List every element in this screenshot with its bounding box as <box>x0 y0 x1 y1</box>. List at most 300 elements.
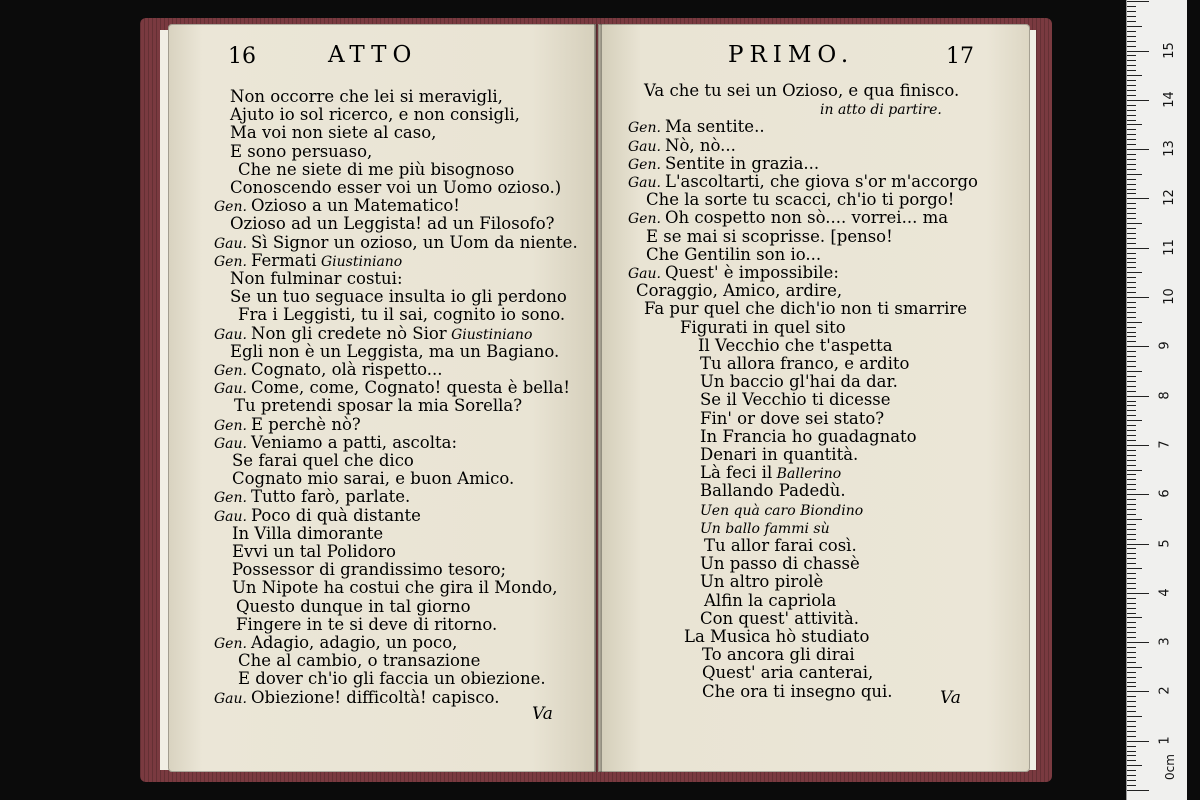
ruler-number: 12 <box>1161 189 1177 207</box>
ruler-tick <box>1127 120 1136 121</box>
verse-text: Ma voi non siete al caso, <box>230 123 437 143</box>
ruler-tick <box>1127 583 1136 584</box>
left-text-line <box>214 379 570 398</box>
ruler-tick <box>1127 164 1136 165</box>
verse-text: La Musica hò studiato <box>684 627 870 646</box>
ruler-tick <box>1127 233 1136 234</box>
right-text-line <box>700 373 898 391</box>
left-text-line <box>232 470 514 488</box>
verse-text: Se un tuo seguace insulta io gli perdono <box>230 287 567 307</box>
verse-text: Alfin la capriola <box>704 590 837 610</box>
ruler-tick <box>1127 396 1149 397</box>
verse-text: Tu pretendi sposar la mia Sorella? <box>234 396 523 416</box>
speaker-label: Gen. <box>214 199 247 216</box>
ruler-tick <box>1127 46 1136 47</box>
right-text-line <box>646 191 954 209</box>
right-text-line <box>628 118 765 137</box>
right-text-line <box>628 173 978 192</box>
italic-name: Ballerino <box>772 466 842 483</box>
ruler-tick <box>1127 65 1136 66</box>
ruler-tick <box>1127 770 1136 771</box>
ruler-tick <box>1127 657 1136 658</box>
left-text-line <box>214 689 499 708</box>
ruler-tick <box>1127 765 1142 766</box>
measurement-ruler <box>1126 0 1187 800</box>
ruler-tick <box>1127 760 1136 761</box>
ruler-tick <box>1127 16 1136 17</box>
ruler-tick <box>1127 450 1136 451</box>
right-text-line <box>700 519 830 538</box>
right-text-line <box>644 82 959 100</box>
ruler-tick <box>1127 174 1142 175</box>
ruler-tick <box>1127 751 1136 752</box>
ruler-tick <box>1127 198 1149 199</box>
verse-text: Sentite in grazia... <box>664 153 820 173</box>
ruler-tick <box>1127 746 1136 747</box>
verse-text: To ancora gli dirai <box>702 645 855 665</box>
ruler-tick <box>1127 361 1136 362</box>
ruler-number: 8 <box>1157 390 1173 400</box>
ruler-number: 10 <box>1161 288 1177 305</box>
verse-text: Conoscendo esser voi un Uomo ozioso.) <box>230 178 562 197</box>
ruler-tick <box>1127 785 1136 786</box>
verse-text: Tutto farò, parlate. <box>250 487 411 507</box>
ruler-tick <box>1127 755 1136 756</box>
verse-text: Non occorre che lei si meravigli, <box>230 87 503 106</box>
ruler-tick <box>1127 647 1136 648</box>
right-text-line <box>628 137 736 156</box>
verse-text: Che al cambio, o transazione <box>238 651 481 671</box>
right-text-line <box>644 300 967 318</box>
ruler-tick <box>1127 386 1136 387</box>
left-page-number: 16 <box>228 44 256 69</box>
ruler-tick <box>1127 371 1142 372</box>
ruler-tick <box>1127 346 1149 347</box>
ruler-tick <box>1127 519 1142 520</box>
speaker-label: Gau. <box>628 175 661 191</box>
ruler-tick <box>1127 494 1149 495</box>
ruler-tick <box>1127 593 1149 594</box>
speaker-label: Gen. <box>214 417 247 434</box>
verse-text: Evvi un tal Polidoro <box>232 542 396 561</box>
ruler-number: 5 <box>1157 538 1173 548</box>
ruler-tick <box>1127 445 1149 446</box>
verse-text: Se il Vecchio ti dicesse <box>700 390 891 410</box>
speaker-label: Gau. <box>214 381 247 398</box>
left-text-line <box>230 88 503 106</box>
verse-text: Fin' or dove sei stato? <box>700 408 885 428</box>
ruler-tick <box>1127 539 1136 540</box>
ruler-tick <box>1127 405 1136 406</box>
right-text-line <box>700 573 823 591</box>
verse-text: Fra i Leggisti, tu il sai, cognito io sono. <box>238 305 566 325</box>
ruler-tick <box>1127 479 1136 480</box>
ruler-tick <box>1127 21 1136 22</box>
verse-text: Ozioso ad un Leggista! ad un Filosofo? <box>230 214 555 234</box>
ruler-tick <box>1127 465 1136 466</box>
ruler-tick <box>1127 529 1136 530</box>
ruler-tick <box>1127 573 1136 574</box>
right-text-line <box>700 501 863 520</box>
ruler-tick <box>1127 780 1136 781</box>
ruler-tick <box>1127 262 1136 263</box>
verse-text: Con quest' attività. <box>700 608 859 628</box>
verse-text: Sì Signor un ozioso, un Uom da niente. <box>251 232 578 252</box>
ruler-tick <box>1127 741 1149 742</box>
ruler-tick <box>1127 327 1136 328</box>
verse-text: E se mai si scoprisse. [penso! <box>646 226 893 246</box>
verse-text: Un baccio gl'hai da dar. <box>700 372 898 392</box>
ruler-tick <box>1127 667 1142 668</box>
ruler-tick <box>1127 568 1142 569</box>
speaker-label: Gen. <box>214 490 247 507</box>
ruler-number: 1 <box>1157 736 1173 745</box>
ruler-tick <box>1127 85 1136 86</box>
ruler-tick <box>1127 401 1136 402</box>
ruler-number: 7 <box>1157 440 1173 449</box>
verse-text: Va che tu sei un Ozioso, e qua finisco. <box>644 81 960 100</box>
ruler-tick <box>1127 726 1136 727</box>
ruler-number: 14 <box>1161 91 1177 108</box>
verse-text: E perchè nò? <box>250 414 361 434</box>
verse-text: Che Gentilin son io... <box>646 244 822 264</box>
verse-text: Che ora ti insegno qui. <box>702 681 893 701</box>
ruler-tick <box>1127 356 1136 357</box>
ruler-tick <box>1127 26 1142 27</box>
ruler-tick <box>1127 534 1136 535</box>
ruler-tick <box>1127 272 1142 273</box>
ruler-tick <box>1127 124 1142 125</box>
verse-text: Fermati <box>250 250 317 270</box>
left-text-line <box>230 215 555 233</box>
ruler-tick <box>1127 149 1149 150</box>
ruler-tick <box>1127 731 1136 732</box>
ruler-tick <box>1127 711 1136 712</box>
ruler-tick <box>1127 677 1136 678</box>
ruler-tick <box>1127 716 1142 717</box>
ruler-tick <box>1127 159 1136 160</box>
ruler-tick <box>1127 277 1136 278</box>
right-text-line <box>636 282 842 300</box>
verse-text: Adagio, adagio, un poco, <box>250 633 458 652</box>
ruler-tick <box>1127 213 1136 214</box>
verse-text: Ozioso a un Matematico! <box>250 196 460 216</box>
ruler-tick <box>1127 129 1136 130</box>
ruler-tick <box>1127 238 1136 239</box>
italic-name: Giustiniano <box>316 253 403 270</box>
right-running-head: PRIMO. <box>728 42 855 68</box>
right-text-line <box>700 410 884 428</box>
right-text-line <box>704 592 836 610</box>
ruler-tick <box>1127 193 1136 194</box>
verse-text: Come, come, Cognato! questa è bella! <box>251 378 571 398</box>
stage-direction: Un ballo fammi sù <box>700 520 830 537</box>
ruler-tick <box>1127 736 1136 737</box>
ruler-tick <box>1127 504 1136 505</box>
right-text-line <box>700 482 846 500</box>
ruler-tick <box>1127 627 1136 628</box>
left-text-line <box>214 416 361 435</box>
left-text-line <box>214 234 578 253</box>
ruler-tick <box>1127 258 1136 259</box>
ruler-tick <box>1127 790 1149 791</box>
speaker-label: Gau. <box>628 266 661 282</box>
left-text-line <box>232 543 396 561</box>
ruler-tick <box>1127 253 1136 254</box>
verse-text: Ajuto io sol ricerco, e non consigli, <box>230 105 520 125</box>
ruler-tick <box>1127 613 1136 614</box>
left-catchword: Va <box>532 704 553 724</box>
ruler-tick <box>1127 332 1136 333</box>
verse-text: In Villa dimorante <box>232 523 384 543</box>
ruler-tick <box>1127 267 1136 268</box>
right-text-line <box>646 228 893 246</box>
ruler-tick <box>1127 41 1136 42</box>
right-text-line <box>702 646 855 664</box>
right-text-line <box>698 337 893 355</box>
left-text-line <box>214 634 457 653</box>
verse-text: Che la sorte tu scacci, ch'io ti porgo! <box>646 190 955 210</box>
ruler-tick <box>1127 376 1136 377</box>
ruler-tick <box>1127 60 1136 61</box>
ruler-tick <box>1127 435 1136 436</box>
ruler-tick <box>1127 691 1149 692</box>
left-text-line <box>236 598 471 616</box>
right-text-line <box>702 664 873 682</box>
ruler-tick <box>1127 203 1136 204</box>
ruler-tick <box>1127 553 1136 554</box>
speaker-label: Gau. <box>214 690 247 707</box>
ruler-tick <box>1127 544 1149 545</box>
ruler-tick <box>1127 455 1136 456</box>
ruler-tick <box>1127 312 1136 313</box>
ruler-tick <box>1127 115 1136 116</box>
ruler-tick <box>1127 51 1149 52</box>
ruler-tick <box>1127 381 1136 382</box>
verse-text: Nò, nò... <box>665 135 736 155</box>
ruler-tick <box>1127 578 1136 579</box>
ruler-tick <box>1127 95 1136 96</box>
left-text-line <box>232 525 383 543</box>
left-text-line <box>230 106 520 124</box>
ruler-tick <box>1127 169 1136 170</box>
ruler-tick <box>1127 243 1136 244</box>
right-text-line <box>702 683 893 701</box>
ruler-tick <box>1127 415 1136 416</box>
ruler-tick <box>1127 292 1136 293</box>
ruler-tick <box>1127 701 1136 702</box>
ruler-tick <box>1127 617 1142 618</box>
ruler-tick <box>1127 75 1142 76</box>
stage-direction: Uen quà caro Biondino <box>700 502 864 519</box>
verse-text: Tu allora franco, e ardito <box>700 354 910 373</box>
left-text-line <box>214 507 421 526</box>
speaker-label: Gen. <box>628 211 661 228</box>
right-text-line <box>700 391 891 409</box>
speaker-label: Gau. <box>214 326 247 343</box>
ruler-tick <box>1127 410 1136 411</box>
left-text-line <box>230 270 403 288</box>
ruler-number: 15 <box>1161 41 1177 59</box>
ruler-tick <box>1127 484 1136 485</box>
verse-text: Questo dunque in tal giorno <box>236 596 471 616</box>
verse-text: Là feci il <box>700 463 773 483</box>
verse-text: L'ascoltarti, che giova s'or m'accorgo <box>665 172 978 191</box>
ruler-tick <box>1127 420 1142 421</box>
ruler-tick <box>1127 218 1136 219</box>
ruler-tick <box>1127 721 1136 722</box>
left-text-line <box>214 252 402 271</box>
left-text-line <box>230 288 567 306</box>
speaker-label: Gen. <box>214 253 247 270</box>
ruler-number: 3 <box>1157 637 1173 646</box>
verse-text: E dover ch'io gli faccia un obiezione. <box>238 669 546 689</box>
ruler-tick <box>1127 696 1136 697</box>
right-text-line <box>684 628 869 646</box>
ruler-tick <box>1127 662 1136 663</box>
right-text-line <box>628 264 839 283</box>
left-text-line <box>214 197 460 216</box>
ruler-tick <box>1127 430 1136 431</box>
ruler-tick <box>1127 440 1136 441</box>
ruler-tick <box>1127 608 1136 609</box>
ruler-tick <box>1127 105 1136 106</box>
verse-text: Tu allor farai così. <box>704 536 857 555</box>
ruler-tick <box>1127 460 1136 461</box>
ruler-tick <box>1127 110 1136 111</box>
right-text-line <box>700 610 859 628</box>
left-text-line <box>214 361 442 380</box>
ruler-tick <box>1127 603 1136 604</box>
right-text-line <box>646 246 821 264</box>
ruler-tick <box>1127 154 1136 155</box>
ruler-tick <box>1127 6 1136 7</box>
left-text-line <box>214 434 457 453</box>
ruler-tick <box>1127 391 1136 392</box>
verse-text: Che ne siete di me più bisognoso <box>238 159 515 179</box>
ruler-tick <box>1127 425 1136 426</box>
verse-text: Poco di quà distante <box>251 505 421 525</box>
ruler-tick <box>1127 36 1136 37</box>
ruler-tick <box>1127 622 1136 623</box>
ruler-tick <box>1127 80 1136 81</box>
ruler-tick <box>1127 228 1136 229</box>
ruler-number: 11 <box>1161 238 1177 256</box>
ruler-tick <box>1127 317 1136 318</box>
left-text-line <box>232 579 557 597</box>
ruler-tick <box>1127 31 1136 32</box>
right-text-line <box>628 209 948 228</box>
verse-text: Il Vecchio che t'aspetta <box>698 335 893 355</box>
right-text-line <box>700 446 858 464</box>
left-text-line <box>236 616 497 634</box>
ruler-number: 9 <box>1157 341 1173 350</box>
ruler-tick <box>1127 642 1149 643</box>
right-text-line <box>704 537 857 555</box>
ruler-tick <box>1127 514 1136 515</box>
verse-text: Ma sentite.. <box>664 117 765 137</box>
book-gutter <box>594 24 602 772</box>
verse-text: Veniamo a patti, ascolta: <box>251 432 458 452</box>
ruler-tick <box>1127 134 1136 135</box>
ruler-tick <box>1127 637 1136 638</box>
ruler-tick <box>1127 558 1136 559</box>
ruler-tick <box>1127 686 1136 687</box>
left-running-head: ATTO <box>328 42 418 68</box>
ruler-tick <box>1127 1 1149 2</box>
right-text-line <box>700 428 917 446</box>
ruler-tick <box>1127 474 1136 475</box>
ruler-tick <box>1127 11 1136 12</box>
left-text-line <box>238 306 565 324</box>
ruler-tick <box>1127 775 1136 776</box>
left-text-line <box>230 143 372 161</box>
verse-text: Egli non è un Leggista, ma un Bagiano. <box>230 341 560 361</box>
speaker-label: Gau. <box>214 235 247 252</box>
ruler-tick <box>1127 287 1136 288</box>
ruler-number: 4 <box>1157 588 1173 597</box>
ruler-tick <box>1127 139 1136 140</box>
verse-text: Possessor di grandissimo tesoro; <box>232 560 507 580</box>
ruler-tick <box>1127 302 1136 303</box>
ruler-tick <box>1127 470 1142 471</box>
right-text-line <box>700 555 860 573</box>
verse-text: Non fulminar costui: <box>230 269 403 288</box>
verse-text: Quest' aria canterai, <box>702 663 874 683</box>
ruler-tick <box>1127 144 1136 145</box>
speaker-label: Gau. <box>214 435 247 452</box>
verse-text: Fingere in te si deve di ritorno. <box>236 614 498 634</box>
ruler-tick <box>1127 100 1149 101</box>
verse-text: Obiezione! difficoltà! capisco. <box>251 687 500 707</box>
verse-text: Cognato mio sarai, e buon Amico. <box>232 469 515 489</box>
ruler-tick <box>1127 223 1142 224</box>
left-text-line <box>230 124 436 142</box>
ruler-unit-label: 0cm <box>1162 754 1177 780</box>
verse-text: Quest' è impossibile: <box>665 263 839 282</box>
left-text-line <box>234 397 522 415</box>
ruler-tick <box>1127 509 1136 510</box>
ruler-tick <box>1127 524 1136 525</box>
right-text-line <box>700 464 841 483</box>
left-text-line <box>230 343 559 361</box>
ruler-tick <box>1127 672 1136 673</box>
verse-text: Se farai quel che dico <box>232 451 414 470</box>
right-text-line <box>700 355 909 373</box>
ruler-tick <box>1127 179 1136 180</box>
ruler-number: 13 <box>1161 140 1177 157</box>
right-text-line <box>628 155 819 174</box>
verse-text: E sono persuaso, <box>230 141 373 161</box>
ruler-tick <box>1127 70 1136 71</box>
left-text-line <box>232 561 506 579</box>
speaker-label: Gen. <box>628 120 661 137</box>
left-text-line <box>238 161 514 179</box>
ruler-tick <box>1127 307 1136 308</box>
ruler-tick <box>1127 366 1136 367</box>
ruler-tick <box>1127 706 1136 707</box>
ruler-number: 2 <box>1157 686 1173 696</box>
verse-text: Ballando Padedù. <box>700 481 846 501</box>
ruler-tick <box>1127 208 1136 209</box>
verse-text: Figurati in quel sito <box>680 317 846 337</box>
speaker-label: Gau. <box>628 138 661 155</box>
ruler-tick <box>1127 682 1136 683</box>
right-catchword: Va <box>940 688 961 708</box>
verse-text: Un altro pirolè <box>700 572 824 592</box>
ruler-number: 6 <box>1157 489 1173 498</box>
ruler-tick <box>1127 598 1136 599</box>
